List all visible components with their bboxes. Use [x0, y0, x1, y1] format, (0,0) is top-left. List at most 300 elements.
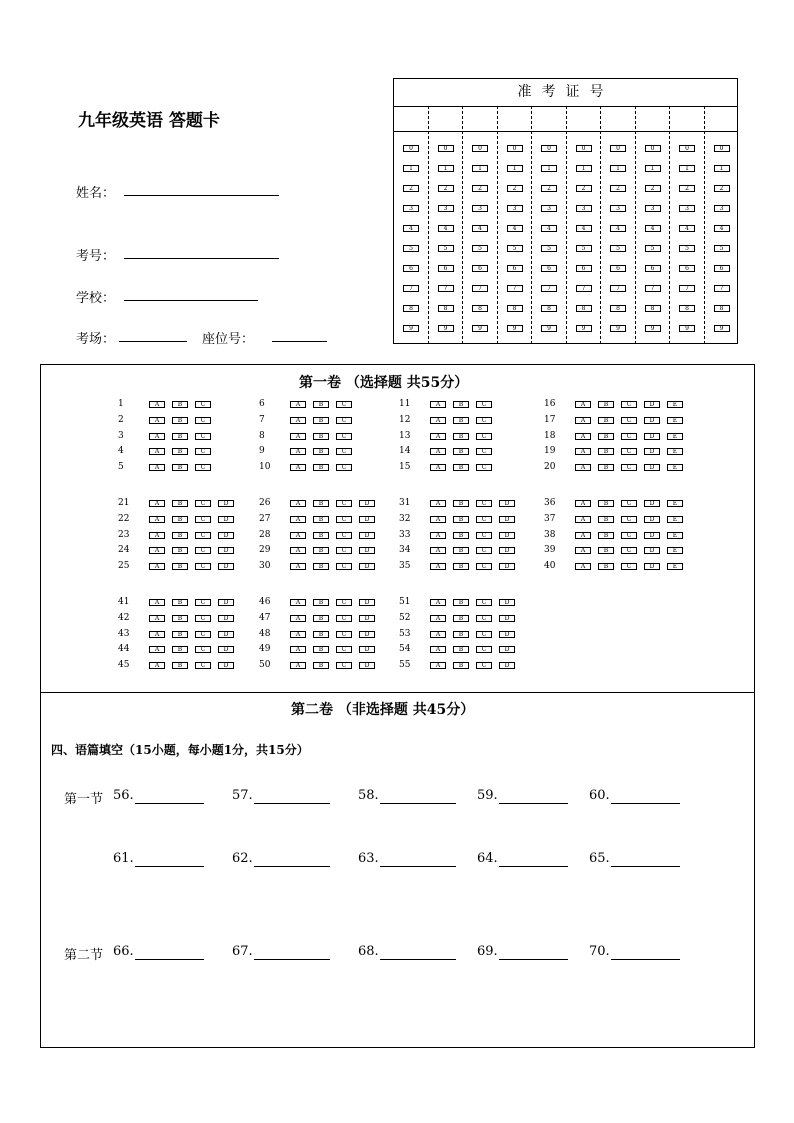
answer-bubble-24-d[interactable]: D [218, 547, 234, 554]
exam-digit-bubble[interactable]: 0 [403, 145, 419, 152]
exam-digit-bubble[interactable]: 4 [541, 225, 557, 232]
exam-digit-bubble[interactable]: 6 [679, 265, 695, 272]
answer-bubble-55-d[interactable]: D [499, 662, 515, 669]
exam-digit-bubble[interactable]: 7 [610, 285, 626, 292]
answer-bubble-17-a[interactable]: A [575, 417, 591, 424]
answer-bubble-51-a[interactable]: A [430, 599, 446, 606]
answer-bubble-40-b[interactable]: B [598, 563, 614, 570]
answer-bubble-2-b[interactable]: B [172, 417, 188, 424]
answer-bubble-38-b[interactable]: B [598, 532, 614, 539]
exam-digit-bubble[interactable]: 6 [507, 265, 523, 272]
exam-digit-bubble[interactable]: 4 [714, 225, 730, 232]
blank-answer-line[interactable] [611, 866, 680, 867]
exam-digit-bubble[interactable]: 1 [714, 165, 730, 172]
answer-bubble-21-c[interactable]: C [195, 500, 211, 507]
answer-bubble-9-b[interactable]: B [313, 448, 329, 455]
answer-bubble-21-d[interactable]: D [218, 500, 234, 507]
answer-bubble-15-c[interactable]: C [476, 464, 492, 471]
answer-bubble-16-e[interactable]: E [667, 401, 683, 408]
answer-bubble-3-c[interactable]: C [195, 433, 211, 440]
exam-digit-bubble[interactable]: 3 [714, 205, 730, 212]
blank-answer-line[interactable] [135, 959, 204, 960]
exam-digit-bubble[interactable]: 9 [714, 325, 730, 332]
answer-bubble-37-a[interactable]: A [575, 516, 591, 523]
answer-bubble-21-b[interactable]: B [172, 500, 188, 507]
answer-bubble-14-b[interactable]: B [453, 448, 469, 455]
answer-bubble-8-c[interactable]: C [336, 433, 352, 440]
exam-digit-bubble[interactable]: 0 [507, 145, 523, 152]
answer-bubble-41-b[interactable]: B [172, 599, 188, 606]
answer-bubble-43-a[interactable]: A [149, 631, 165, 638]
answer-bubble-36-b[interactable]: B [598, 500, 614, 507]
answer-bubble-31-d[interactable]: D [499, 500, 515, 507]
answer-bubble-32-c[interactable]: C [476, 516, 492, 523]
exam-digit-bubble[interactable]: 8 [507, 305, 523, 312]
exam-digit-bubble[interactable]: 0 [679, 145, 695, 152]
answer-bubble-39-a[interactable]: A [575, 547, 591, 554]
answer-bubble-1-b[interactable]: B [172, 401, 188, 408]
exam-digit-bubble[interactable]: 1 [576, 165, 592, 172]
answer-bubble-46-b[interactable]: B [313, 599, 329, 606]
exam-digit-bubble[interactable]: 2 [403, 185, 419, 192]
answer-bubble-45-d[interactable]: D [218, 662, 234, 669]
exam-digit-bubble[interactable]: 7 [472, 285, 488, 292]
answer-bubble-25-d[interactable]: D [218, 563, 234, 570]
exam-digit-bubble[interactable]: 8 [645, 305, 661, 312]
answer-bubble-36-d[interactable]: D [644, 500, 660, 507]
blank-answer-line[interactable] [254, 866, 330, 867]
blank-answer-line[interactable] [135, 803, 204, 804]
exam-digit-bubble[interactable]: 8 [679, 305, 695, 312]
exam-digit-bubble[interactable]: 2 [679, 185, 695, 192]
answer-bubble-26-a[interactable]: A [290, 500, 306, 507]
answer-bubble-11-c[interactable]: C [476, 401, 492, 408]
answer-bubble-48-a[interactable]: A [290, 631, 306, 638]
answer-bubble-29-b[interactable]: B [313, 547, 329, 554]
answer-bubble-18-d[interactable]: D [644, 433, 660, 440]
answer-bubble-37-d[interactable]: D [644, 516, 660, 523]
answer-bubble-19-c[interactable]: C [621, 448, 637, 455]
exam-digit-bubble[interactable]: 8 [438, 305, 454, 312]
exam-digit-bubble[interactable]: 7 [541, 285, 557, 292]
answer-bubble-47-b[interactable]: B [313, 615, 329, 622]
answer-bubble-48-d[interactable]: D [359, 631, 375, 638]
answer-bubble-30-c[interactable]: C [336, 563, 352, 570]
answer-bubble-17-e[interactable]: E [667, 417, 683, 424]
answer-bubble-50-d[interactable]: D [359, 662, 375, 669]
exam-digit-bubble[interactable]: 9 [610, 325, 626, 332]
answer-bubble-13-b[interactable]: B [453, 433, 469, 440]
answer-bubble-48-b[interactable]: B [313, 631, 329, 638]
answer-bubble-24-b[interactable]: B [172, 547, 188, 554]
answer-bubble-49-b[interactable]: B [313, 646, 329, 653]
answer-bubble-38-e[interactable]: E [667, 532, 683, 539]
answer-bubble-45-b[interactable]: B [172, 662, 188, 669]
answer-bubble-36-a[interactable]: A [575, 500, 591, 507]
exam-digit-bubble[interactable]: 6 [714, 265, 730, 272]
answer-bubble-12-b[interactable]: B [453, 417, 469, 424]
answer-bubble-54-c[interactable]: C [476, 646, 492, 653]
exam-digit-bubble[interactable]: 4 [610, 225, 626, 232]
answer-bubble-54-d[interactable]: D [499, 646, 515, 653]
exam-digit-bubble[interactable]: 7 [403, 285, 419, 292]
answer-bubble-27-a[interactable]: A [290, 516, 306, 523]
exam-digit-bubble[interactable]: 5 [541, 245, 557, 252]
answer-bubble-32-d[interactable]: D [499, 516, 515, 523]
answer-bubble-33-a[interactable]: A [430, 532, 446, 539]
exam-digit-bubble[interactable]: 2 [541, 185, 557, 192]
blank-answer-line[interactable] [611, 803, 680, 804]
answer-bubble-18-c[interactable]: C [621, 433, 637, 440]
exam-digit-bubble[interactable]: 7 [576, 285, 592, 292]
exam-digit-bubble[interactable]: 0 [714, 145, 730, 152]
answer-bubble-52-a[interactable]: A [430, 615, 446, 622]
answer-bubble-44-d[interactable]: D [218, 646, 234, 653]
answer-bubble-16-c[interactable]: C [621, 401, 637, 408]
answer-bubble-11-a[interactable]: A [430, 401, 446, 408]
answer-bubble-50-c[interactable]: C [336, 662, 352, 669]
answer-bubble-35-a[interactable]: A [430, 563, 446, 570]
answer-bubble-43-c[interactable]: C [195, 631, 211, 638]
exam-digit-bubble[interactable]: 3 [438, 205, 454, 212]
exam-digit-bubble[interactable]: 3 [576, 205, 592, 212]
answer-bubble-51-d[interactable]: D [499, 599, 515, 606]
blank-answer-line[interactable] [380, 959, 456, 960]
exam-digit-bubble[interactable]: 0 [438, 145, 454, 152]
answer-bubble-7-a[interactable]: A [290, 417, 306, 424]
answer-bubble-39-d[interactable]: D [644, 547, 660, 554]
answer-bubble-33-b[interactable]: B [453, 532, 469, 539]
answer-bubble-33-c[interactable]: C [476, 532, 492, 539]
exam-digit-bubble[interactable]: 9 [507, 325, 523, 332]
answer-bubble-40-a[interactable]: A [575, 563, 591, 570]
exam-digit-bubble[interactable]: 0 [645, 145, 661, 152]
answer-bubble-16-a[interactable]: A [575, 401, 591, 408]
answer-bubble-25-c[interactable]: C [195, 563, 211, 570]
blank-answer-line[interactable] [499, 959, 568, 960]
exam-digit-bubble[interactable]: 7 [645, 285, 661, 292]
exam-digit-bubble[interactable]: 9 [438, 325, 454, 332]
answer-bubble-27-b[interactable]: B [313, 516, 329, 523]
answer-bubble-50-b[interactable]: B [313, 662, 329, 669]
exam-digit-bubble[interactable]: 1 [472, 165, 488, 172]
exam-digit-bubble[interactable]: 8 [610, 305, 626, 312]
answer-bubble-22-d[interactable]: D [218, 516, 234, 523]
answer-bubble-19-a[interactable]: A [575, 448, 591, 455]
answer-bubble-23-b[interactable]: B [172, 532, 188, 539]
school-field[interactable] [124, 300, 258, 301]
exam-digit-bubble[interactable]: 6 [645, 265, 661, 272]
answer-bubble-36-c[interactable]: C [621, 500, 637, 507]
exam-digit-bubble[interactable]: 6 [403, 265, 419, 272]
answer-bubble-38-a[interactable]: A [575, 532, 591, 539]
exam-digit-bubble[interactable]: 9 [541, 325, 557, 332]
answer-bubble-44-c[interactable]: C [195, 646, 211, 653]
answer-bubble-44-a[interactable]: A [149, 646, 165, 653]
answer-bubble-35-c[interactable]: C [476, 563, 492, 570]
answer-bubble-13-a[interactable]: A [430, 433, 446, 440]
answer-bubble-26-d[interactable]: D [359, 500, 375, 507]
answer-bubble-37-e[interactable]: E [667, 516, 683, 523]
answer-bubble-41-d[interactable]: D [218, 599, 234, 606]
name-field[interactable] [124, 195, 279, 196]
answer-bubble-38-d[interactable]: D [644, 532, 660, 539]
answer-bubble-6-b[interactable]: B [313, 401, 329, 408]
answer-bubble-18-e[interactable]: E [667, 433, 683, 440]
exam-digit-bubble[interactable]: 0 [576, 145, 592, 152]
blank-answer-line[interactable] [254, 803, 330, 804]
answer-bubble-22-b[interactable]: B [172, 516, 188, 523]
exam-digit-bubble[interactable]: 6 [438, 265, 454, 272]
answer-bubble-20-a[interactable]: A [575, 464, 591, 471]
answer-bubble-1-a[interactable]: A [149, 401, 165, 408]
exam-digit-bubble[interactable]: 1 [610, 165, 626, 172]
answer-bubble-42-b[interactable]: B [172, 615, 188, 622]
answer-bubble-54-a[interactable]: A [430, 646, 446, 653]
answer-bubble-48-c[interactable]: C [336, 631, 352, 638]
answer-bubble-8-b[interactable]: B [313, 433, 329, 440]
blank-answer-line[interactable] [254, 959, 330, 960]
answer-bubble-23-d[interactable]: D [218, 532, 234, 539]
blank-answer-line[interactable] [499, 866, 568, 867]
exam-digit-bubble[interactable]: 5 [679, 245, 695, 252]
answer-bubble-45-c[interactable]: C [195, 662, 211, 669]
answer-bubble-17-d[interactable]: D [644, 417, 660, 424]
answer-bubble-20-b[interactable]: B [598, 464, 614, 471]
answer-bubble-31-c[interactable]: C [476, 500, 492, 507]
answer-bubble-26-c[interactable]: C [336, 500, 352, 507]
answer-bubble-46-c[interactable]: C [336, 599, 352, 606]
room-field[interactable] [119, 341, 187, 342]
answer-bubble-52-d[interactable]: D [499, 615, 515, 622]
exam-digit-bubble[interactable]: 8 [403, 305, 419, 312]
answer-bubble-34-b[interactable]: B [453, 547, 469, 554]
answer-bubble-24-c[interactable]: C [195, 547, 211, 554]
blank-answer-line[interactable] [135, 866, 204, 867]
answer-bubble-20-d[interactable]: D [644, 464, 660, 471]
answer-bubble-42-a[interactable]: A [149, 615, 165, 622]
answer-bubble-53-a[interactable]: A [430, 631, 446, 638]
answer-bubble-13-c[interactable]: C [476, 433, 492, 440]
blank-answer-line[interactable] [611, 959, 680, 960]
exam-digit-bubble[interactable]: 1 [438, 165, 454, 172]
exam-digit-bubble[interactable]: 2 [507, 185, 523, 192]
answer-bubble-55-a[interactable]: A [430, 662, 446, 669]
exam-digit-bubble[interactable]: 1 [645, 165, 661, 172]
exam-digit-bubble[interactable]: 1 [403, 165, 419, 172]
answer-bubble-16-d[interactable]: D [644, 401, 660, 408]
answer-bubble-27-d[interactable]: D [359, 516, 375, 523]
answer-bubble-5-c[interactable]: C [195, 464, 211, 471]
exam-digit-bubble[interactable]: 4 [403, 225, 419, 232]
answer-bubble-32-a[interactable]: A [430, 516, 446, 523]
answer-bubble-53-d[interactable]: D [499, 631, 515, 638]
answer-bubble-18-b[interactable]: B [598, 433, 614, 440]
exam-digit-bubble[interactable]: 6 [576, 265, 592, 272]
answer-bubble-32-b[interactable]: B [453, 516, 469, 523]
answer-bubble-39-b[interactable]: B [598, 547, 614, 554]
exam-digit-bubble[interactable]: 0 [472, 145, 488, 152]
answer-bubble-42-d[interactable]: D [218, 615, 234, 622]
blank-answer-line[interactable] [380, 866, 456, 867]
answer-bubble-18-a[interactable]: A [575, 433, 591, 440]
answer-bubble-19-e[interactable]: E [667, 448, 683, 455]
answer-bubble-4-a[interactable]: A [149, 448, 165, 455]
answer-bubble-35-d[interactable]: D [499, 563, 515, 570]
answer-bubble-31-b[interactable]: B [453, 500, 469, 507]
exam-digit-bubble[interactable]: 5 [472, 245, 488, 252]
exam-digit-bubble[interactable]: 8 [714, 305, 730, 312]
exam-digit-bubble[interactable]: 9 [645, 325, 661, 332]
answer-bubble-28-d[interactable]: D [359, 532, 375, 539]
answer-bubble-10-b[interactable]: B [313, 464, 329, 471]
answer-bubble-21-a[interactable]: A [149, 500, 165, 507]
answer-bubble-17-b[interactable]: B [598, 417, 614, 424]
answer-bubble-40-e[interactable]: E [667, 563, 683, 570]
answer-bubble-30-d[interactable]: D [359, 563, 375, 570]
answer-bubble-53-b[interactable]: B [453, 631, 469, 638]
exam-digit-bubble[interactable]: 3 [507, 205, 523, 212]
answer-bubble-53-c[interactable]: C [476, 631, 492, 638]
answer-bubble-4-c[interactable]: C [195, 448, 211, 455]
exam-digit-bubble[interactable]: 6 [472, 265, 488, 272]
blank-answer-line[interactable] [499, 803, 568, 804]
answer-bubble-29-a[interactable]: A [290, 547, 306, 554]
seat-field[interactable] [272, 341, 327, 342]
answer-bubble-4-b[interactable]: B [172, 448, 188, 455]
answer-bubble-23-c[interactable]: C [195, 532, 211, 539]
exam-digit-bubble[interactable]: 8 [541, 305, 557, 312]
answer-bubble-16-b[interactable]: B [598, 401, 614, 408]
answer-bubble-15-a[interactable]: A [430, 464, 446, 471]
exam-digit-bubble[interactable]: 7 [714, 285, 730, 292]
answer-bubble-49-c[interactable]: C [336, 646, 352, 653]
exam-digit-bubble[interactable]: 3 [472, 205, 488, 212]
exam-no-field[interactable] [124, 258, 279, 259]
answer-bubble-7-c[interactable]: C [336, 417, 352, 424]
answer-bubble-34-d[interactable]: D [499, 547, 515, 554]
answer-bubble-19-d[interactable]: D [644, 448, 660, 455]
answer-bubble-29-c[interactable]: C [336, 547, 352, 554]
exam-digit-bubble[interactable]: 5 [438, 245, 454, 252]
answer-bubble-30-a[interactable]: A [290, 563, 306, 570]
answer-bubble-6-a[interactable]: A [290, 401, 306, 408]
exam-digit-bubble[interactable]: 3 [403, 205, 419, 212]
answer-bubble-52-b[interactable]: B [453, 615, 469, 622]
answer-bubble-47-d[interactable]: D [359, 615, 375, 622]
answer-bubble-41-a[interactable]: A [149, 599, 165, 606]
answer-bubble-49-a[interactable]: A [290, 646, 306, 653]
exam-digit-bubble[interactable]: 3 [645, 205, 661, 212]
exam-digit-bubble[interactable]: 4 [645, 225, 661, 232]
answer-bubble-55-c[interactable]: C [476, 662, 492, 669]
exam-digit-bubble[interactable]: 3 [541, 205, 557, 212]
answer-bubble-6-c[interactable]: C [336, 401, 352, 408]
exam-digit-bubble[interactable]: 5 [507, 245, 523, 252]
exam-digit-bubble[interactable]: 5 [645, 245, 661, 252]
exam-digit-bubble[interactable]: 9 [679, 325, 695, 332]
exam-digit-bubble[interactable]: 5 [714, 245, 730, 252]
answer-bubble-41-c[interactable]: C [195, 599, 211, 606]
answer-bubble-27-c[interactable]: C [336, 516, 352, 523]
exam-digit-bubble[interactable]: 0 [541, 145, 557, 152]
answer-bubble-20-e[interactable]: E [667, 464, 683, 471]
answer-bubble-22-a[interactable]: A [149, 516, 165, 523]
answer-bubble-12-a[interactable]: A [430, 417, 446, 424]
answer-bubble-22-c[interactable]: C [195, 516, 211, 523]
exam-digit-bubble[interactable]: 0 [610, 145, 626, 152]
answer-bubble-11-b[interactable]: B [453, 401, 469, 408]
answer-bubble-10-a[interactable]: A [290, 464, 306, 471]
answer-bubble-14-a[interactable]: A [430, 448, 446, 455]
answer-bubble-36-e[interactable]: E [667, 500, 683, 507]
answer-bubble-39-e[interactable]: E [667, 547, 683, 554]
exam-digit-bubble[interactable]: 7 [438, 285, 454, 292]
answer-bubble-5-b[interactable]: B [172, 464, 188, 471]
exam-digit-bubble[interactable]: 8 [576, 305, 592, 312]
answer-bubble-55-b[interactable]: B [453, 662, 469, 669]
exam-digit-bubble[interactable]: 2 [714, 185, 730, 192]
exam-digit-bubble[interactable]: 4 [576, 225, 592, 232]
answer-bubble-25-b[interactable]: B [172, 563, 188, 570]
answer-bubble-49-d[interactable]: D [359, 646, 375, 653]
answer-bubble-40-d[interactable]: D [644, 563, 660, 570]
answer-bubble-2-a[interactable]: A [149, 417, 165, 424]
answer-bubble-52-c[interactable]: C [476, 615, 492, 622]
answer-bubble-19-b[interactable]: B [598, 448, 614, 455]
exam-digit-bubble[interactable]: 9 [403, 325, 419, 332]
exam-digit-bubble[interactable]: 1 [541, 165, 557, 172]
exam-digit-bubble[interactable]: 2 [472, 185, 488, 192]
answer-bubble-5-a[interactable]: A [149, 464, 165, 471]
answer-bubble-26-b[interactable]: B [313, 500, 329, 507]
answer-bubble-43-b[interactable]: B [172, 631, 188, 638]
answer-bubble-29-d[interactable]: D [359, 547, 375, 554]
answer-bubble-45-a[interactable]: A [149, 662, 165, 669]
answer-bubble-1-c[interactable]: C [195, 401, 211, 408]
exam-digit-bubble[interactable]: 6 [610, 265, 626, 272]
answer-bubble-34-a[interactable]: A [430, 547, 446, 554]
answer-bubble-15-b[interactable]: B [453, 464, 469, 471]
answer-bubble-42-c[interactable]: C [195, 615, 211, 622]
answer-bubble-39-c[interactable]: C [621, 547, 637, 554]
answer-bubble-24-a[interactable]: A [149, 547, 165, 554]
answer-bubble-34-c[interactable]: C [476, 547, 492, 554]
answer-bubble-28-c[interactable]: C [336, 532, 352, 539]
answer-bubble-9-c[interactable]: C [336, 448, 352, 455]
answer-bubble-8-a[interactable]: A [290, 433, 306, 440]
answer-bubble-47-c[interactable]: C [336, 615, 352, 622]
answer-bubble-46-a[interactable]: A [290, 599, 306, 606]
answer-bubble-51-b[interactable]: B [453, 599, 469, 606]
answer-bubble-30-b[interactable]: B [313, 563, 329, 570]
answer-bubble-3-b[interactable]: B [172, 433, 188, 440]
answer-bubble-44-b[interactable]: B [172, 646, 188, 653]
answer-bubble-9-a[interactable]: A [290, 448, 306, 455]
answer-bubble-35-b[interactable]: B [453, 563, 469, 570]
exam-digit-bubble[interactable]: 1 [679, 165, 695, 172]
exam-digit-bubble[interactable]: 8 [472, 305, 488, 312]
answer-bubble-38-c[interactable]: C [621, 532, 637, 539]
exam-digit-bubble[interactable]: 5 [403, 245, 419, 252]
answer-bubble-46-d[interactable]: D [359, 599, 375, 606]
exam-digit-bubble[interactable]: 4 [472, 225, 488, 232]
exam-digit-bubble[interactable]: 4 [679, 225, 695, 232]
answer-bubble-23-a[interactable]: A [149, 532, 165, 539]
answer-bubble-10-c[interactable]: C [336, 464, 352, 471]
answer-bubble-14-c[interactable]: C [476, 448, 492, 455]
exam-digit-bubble[interactable]: 3 [610, 205, 626, 212]
